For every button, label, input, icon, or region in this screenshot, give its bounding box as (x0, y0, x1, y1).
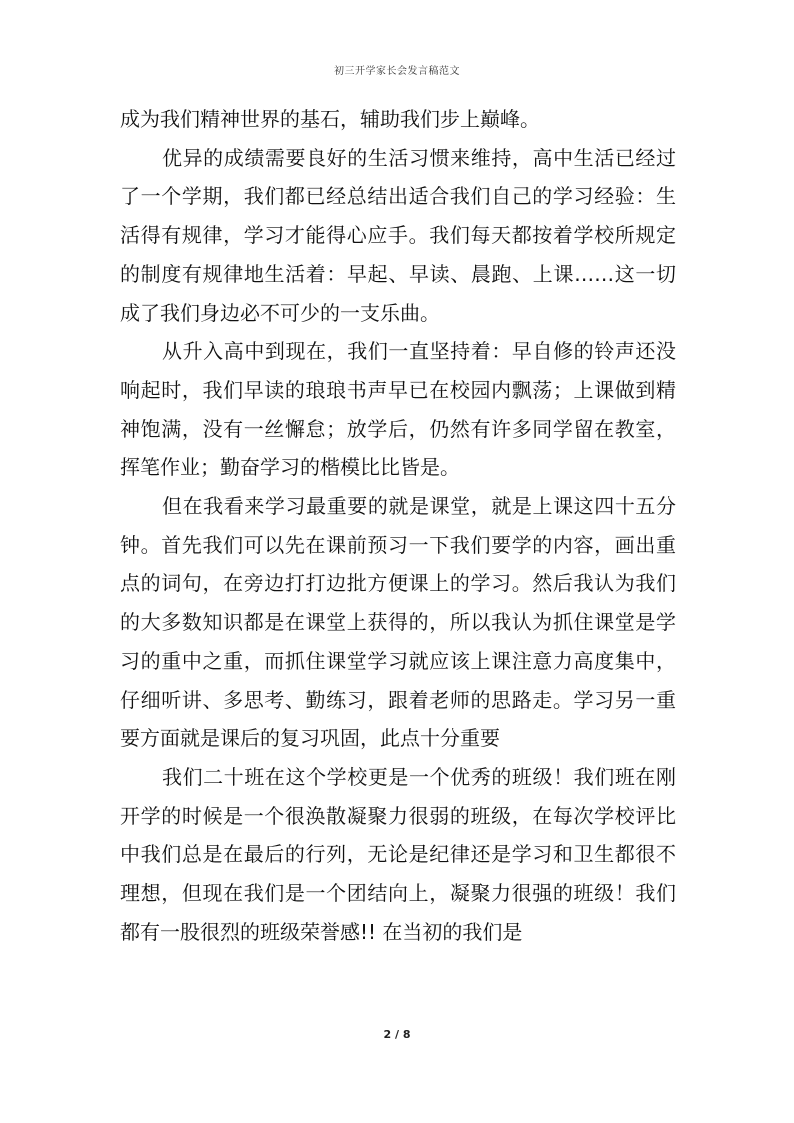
paragraph: 优异的成绩需要良好的生活习惯来维持，高中生活已经过了一个学期，我们都已经总结出适合我们自己的学习经验：生活得有规律，学习才能得心应手。我们每天都按着学校所规定的制度有规律地生活着：早起、早读、晨跑、上课……这一切成了我们身边必不可少的一支乐曲。 (120, 145, 676, 325)
paragraph: 我们二十班在这个学校更是一个优秀的班级！我们班在刚开学的时候是一个很涣散凝聚力很弱的班级，在每次学校评比中我们总是在最后的行列，无论是纪律还是学习和卫生都很不理想，但现在我们是一个团结向上，凝聚力很强的班级！我们都有一股很烈的班级荣誉感!! 在当初的我们是 (120, 764, 676, 944)
document-body (120, 100, 676, 951)
page-header: 初三开学家长会发言稿范文 (334, 66, 460, 77)
paragraph: 从升入高中到现在，我们一直坚持着：早自修的铃声还没响起时，我们早读的琅琅书声早已在校园内飘荡；上课做到精神饱满，没有一丝懈怠；放学后，仍然有许多同学留在教室，挥笔作业；勤奋学习的楷模比比皆是。 (120, 339, 676, 480)
page-number: 2 / 8 (383, 1028, 411, 1041)
paragraph: 成为我们精神世界的基石，辅助我们步上巅峰。 (120, 107, 540, 131)
paragraph: 但在我看来学习最重要的就是课堂，就是上课这四十五分钟。首先我们可以先在课前预习一下我们要学的内容，画出重点的词句，在旁边打打边批方便课上的学习。然后我认为我们的大多数知识都是在课堂上获得的，所以我认为抓住课堂是学习的重中之重，而抓住课堂学习就应该上课注意力高度集中，仔细听讲、多思考、勤练习，跟着老师的思路走。学习另一重要方面就是课后的复习巩固，此点十分重要 (120, 494, 676, 751)
